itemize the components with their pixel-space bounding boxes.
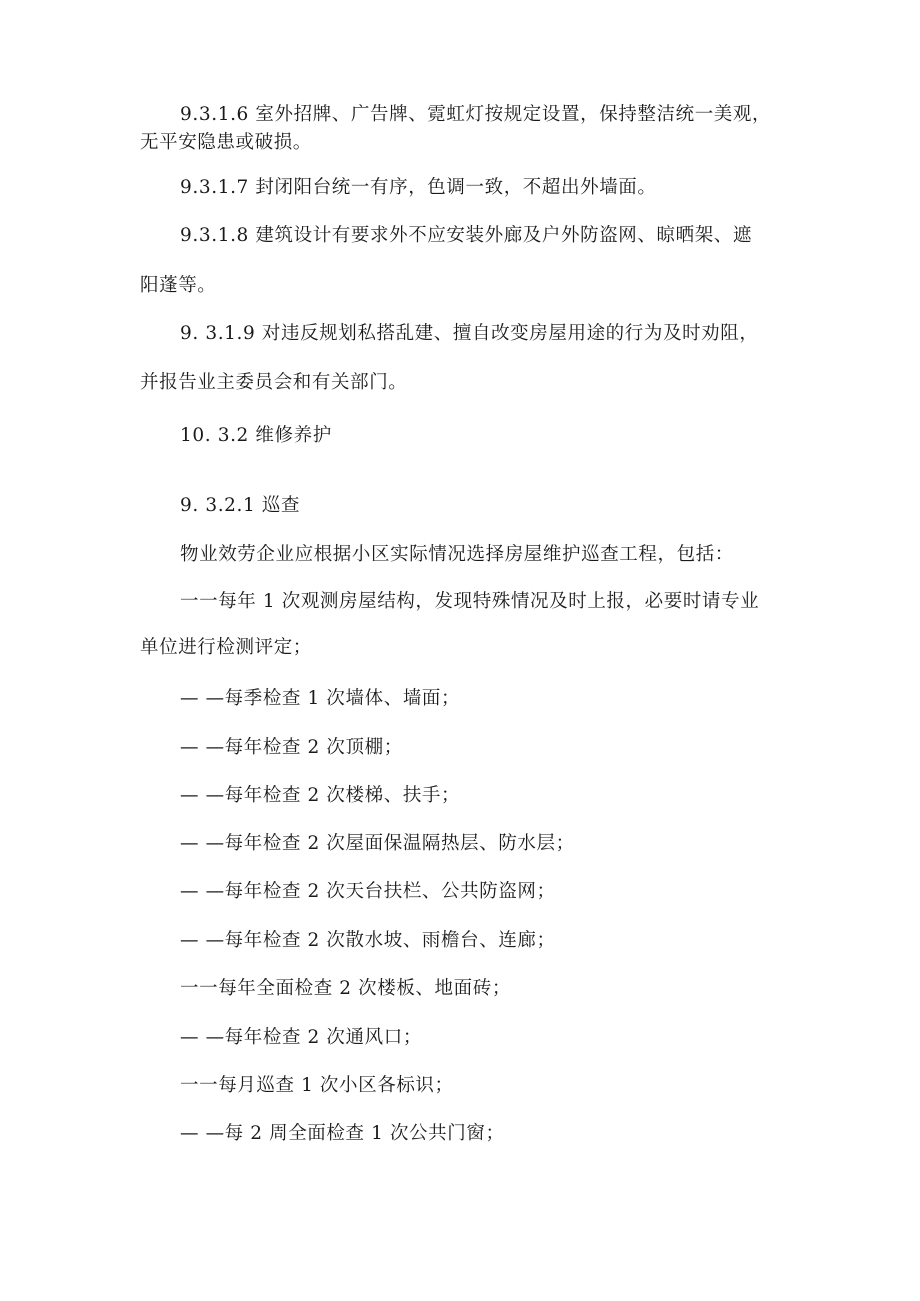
- list-item-stairs: — —每年检查 2 次楼梯、扶手；: [180, 785, 461, 806]
- clause-9-3-1-6-line-2: 无平安隐患或破损。: [140, 132, 312, 153]
- subsection-heading-inspection: 9. 3.2.1 巡查: [180, 495, 301, 516]
- clause-9-3-1-9-line-1: 9. 3.1.9 对违反规划私搭乱建、擅自改变房屋用途的行为及时劝阻，: [180, 323, 759, 344]
- list-item-apron: — —每年检查 2 次散水坡、雨檐台、连廊；: [180, 930, 556, 951]
- list-item-roof: — —每年检查 2 次屋面保温隔热层、防水层；: [180, 833, 575, 854]
- list-item-signage: 一一每月巡查 1 次小区各标识；: [180, 1075, 454, 1096]
- list-item-structure-line-1: 一一每年 1 次观测房屋结构，发现特殊情况及时上报，必要时请专业: [180, 591, 760, 612]
- list-item-doors-windows: — —每 2 周全面检查 1 次公共门窗；: [180, 1123, 505, 1144]
- inspection-intro: 物业效劳企业应根据小区实际情况选择房屋维护巡查工程，包括：: [180, 544, 734, 565]
- clause-9-3-1-8-line-2: 阳蓬等。: [140, 275, 217, 296]
- list-item-vents: — —每年检查 2 次通风口；: [180, 1027, 422, 1048]
- clause-9-3-1-8-line-1: 9.3.1.8 建筑设计有要求外不应安装外廊及户外防盗网、晾晒架、遮: [180, 225, 753, 246]
- clause-9-3-1-6-line-1: 9.3.1.6 室外招牌、广告牌、霓虹灯按规定设置，保持整洁统一美观，: [180, 104, 772, 125]
- list-item-walls: — —每季检查 1 次墙体、墙面；: [180, 688, 461, 709]
- clause-9-3-1-7: 9.3.1.7 封闭阳台统一有序，色调一致，不超出外墙面。: [180, 177, 657, 198]
- list-item-structure-line-2: 单位进行检测评定；: [140, 637, 312, 658]
- list-item-ceiling: — —每年检查 2 次顶棚；: [180, 737, 403, 758]
- list-item-floor: 一一每年全面检查 2 次楼板、地面砖；: [180, 978, 511, 999]
- section-heading-maintenance: 10. 3.2 维修养护: [180, 425, 332, 446]
- clause-9-3-1-9-line-2: 并报告业主委员会和有关部门。: [140, 372, 408, 393]
- list-item-rooftop-rails: — —每年检查 2 次天台扶栏、公共防盗网；: [180, 881, 556, 902]
